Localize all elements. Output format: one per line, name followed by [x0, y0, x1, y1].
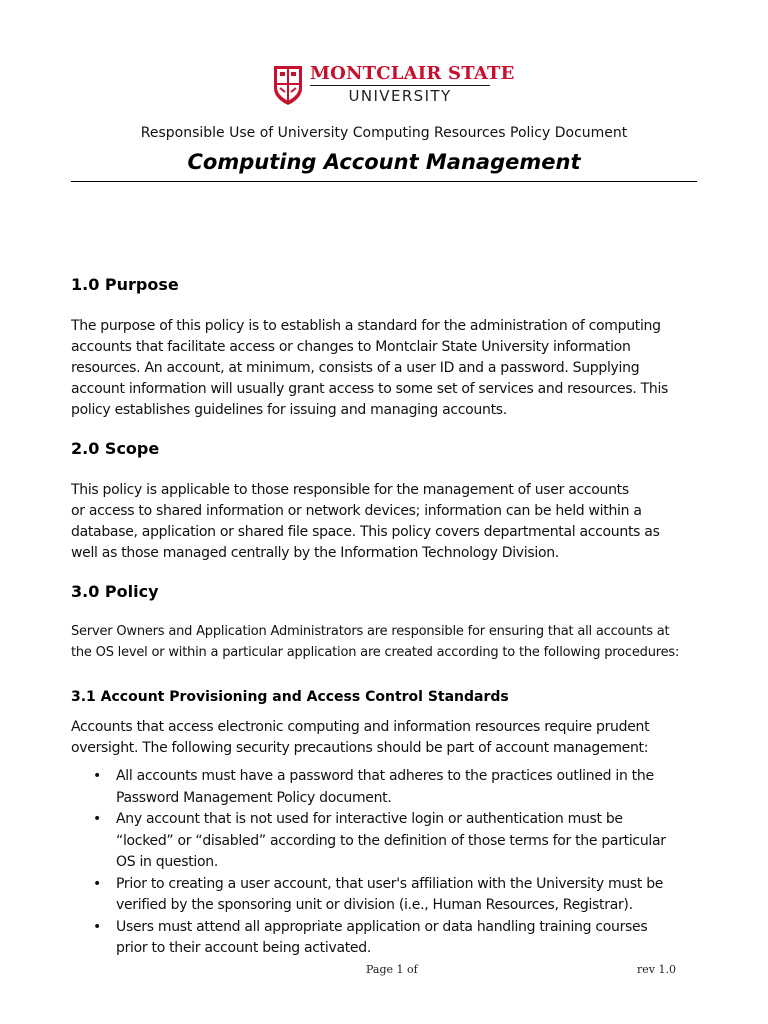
- text-line: Server Owners and Application Administrators are responsible for ensuring that all accounts at: [71, 624, 670, 639]
- text-line: oversight. The following security precautions should be part of account management:: [71, 740, 649, 756]
- text-line: Accounts that access electronic computing and information resources require prudent: [71, 719, 650, 735]
- text-line: All accounts must have a password that adheres to the practices outlined in the: [116, 768, 654, 784]
- logo-text-line1: MONTCLAIR STATE: [310, 63, 515, 84]
- text-line: the OS level or within a particular application are created according to the following procedures:: [71, 645, 680, 660]
- bullet-icon: •: [93, 768, 101, 784]
- bullet-icon: •: [93, 811, 101, 827]
- scope-paragraph: [71, 480, 699, 564]
- bullet-icon: •: [93, 918, 101, 935]
- text-line: The purpose of this policy is to establish a standard for the administration of computing: [71, 318, 661, 334]
- text-line: prior to their account being activated.: [116, 940, 371, 956]
- logo-wordmark: [310, 64, 515, 105]
- list-item: [71, 874, 697, 917]
- logo-divider: [310, 85, 490, 86]
- title-underline: [71, 181, 697, 182]
- heading-scope: 2.0 Scope: [71, 439, 160, 458]
- text-line: Password Management Policy document.: [116, 789, 392, 806]
- heading-policy: 3.0 Policy: [71, 582, 159, 601]
- logo-text-line2: UNIVERSITY: [348, 87, 452, 105]
- document-subtitle: Responsible Use of University Computing Resources Policy Document: [140, 125, 628, 141]
- text-line: OS in question.: [116, 854, 219, 870]
- text-line: database, application or shared file space. This policy covers departmental accounts as: [71, 524, 660, 540]
- list-item: [71, 809, 697, 874]
- heading-purpose: 1.0 Purpose: [71, 275, 179, 294]
- footer-revision: rev 1.0: [637, 963, 676, 976]
- text-line: Any account that is not used for interactive login or authentication must be: [116, 811, 623, 827]
- text-line: accounts that facilitate access or changes to Montclair State University information: [71, 339, 631, 355]
- provisioning-paragraph: [71, 717, 699, 759]
- bullet-icon: •: [93, 875, 101, 892]
- provisioning-bullet-list: [71, 766, 697, 960]
- text-line: This policy is applicable to those responsible for the management of user accounts: [71, 482, 629, 498]
- footer-page-number: Page 1 of: [366, 963, 418, 976]
- document-title: Computing Account Management: [187, 150, 581, 174]
- university-shield-icon: [272, 64, 304, 106]
- text-line: verified by the sponsoring unit or division (i.e., Human Resources, Registrar).: [116, 897, 633, 913]
- text-line: Users must attend all appropriate application or data handling training courses: [116, 918, 648, 935]
- purpose-paragraph: [71, 316, 699, 421]
- text-line: “locked” or “disabled” according to the definition of those terms for the particular: [116, 832, 666, 849]
- university-logo: [272, 64, 515, 110]
- text-line: resources. An account, at minimum, consists of a user ID and a password. Supplying: [71, 360, 640, 376]
- text-line: or access to shared information or network devices; information can be held within a: [71, 503, 642, 519]
- text-line: account information will usually grant access to some set of services and resources. This: [71, 381, 669, 397]
- list-item: [71, 917, 697, 960]
- text-line: Prior to creating a user account, that user's affiliation with the University must be: [116, 875, 664, 892]
- text-line: well as those managed centrally by the Information Technology Division.: [71, 545, 559, 561]
- text-line: policy establishes guidelines for issuing and managing accounts.: [71, 402, 507, 418]
- heading-provisioning: 3.1 Account Provisioning and Access Control Standards: [71, 689, 509, 705]
- policy-paragraph: [71, 621, 699, 663]
- list-item: [71, 766, 697, 809]
